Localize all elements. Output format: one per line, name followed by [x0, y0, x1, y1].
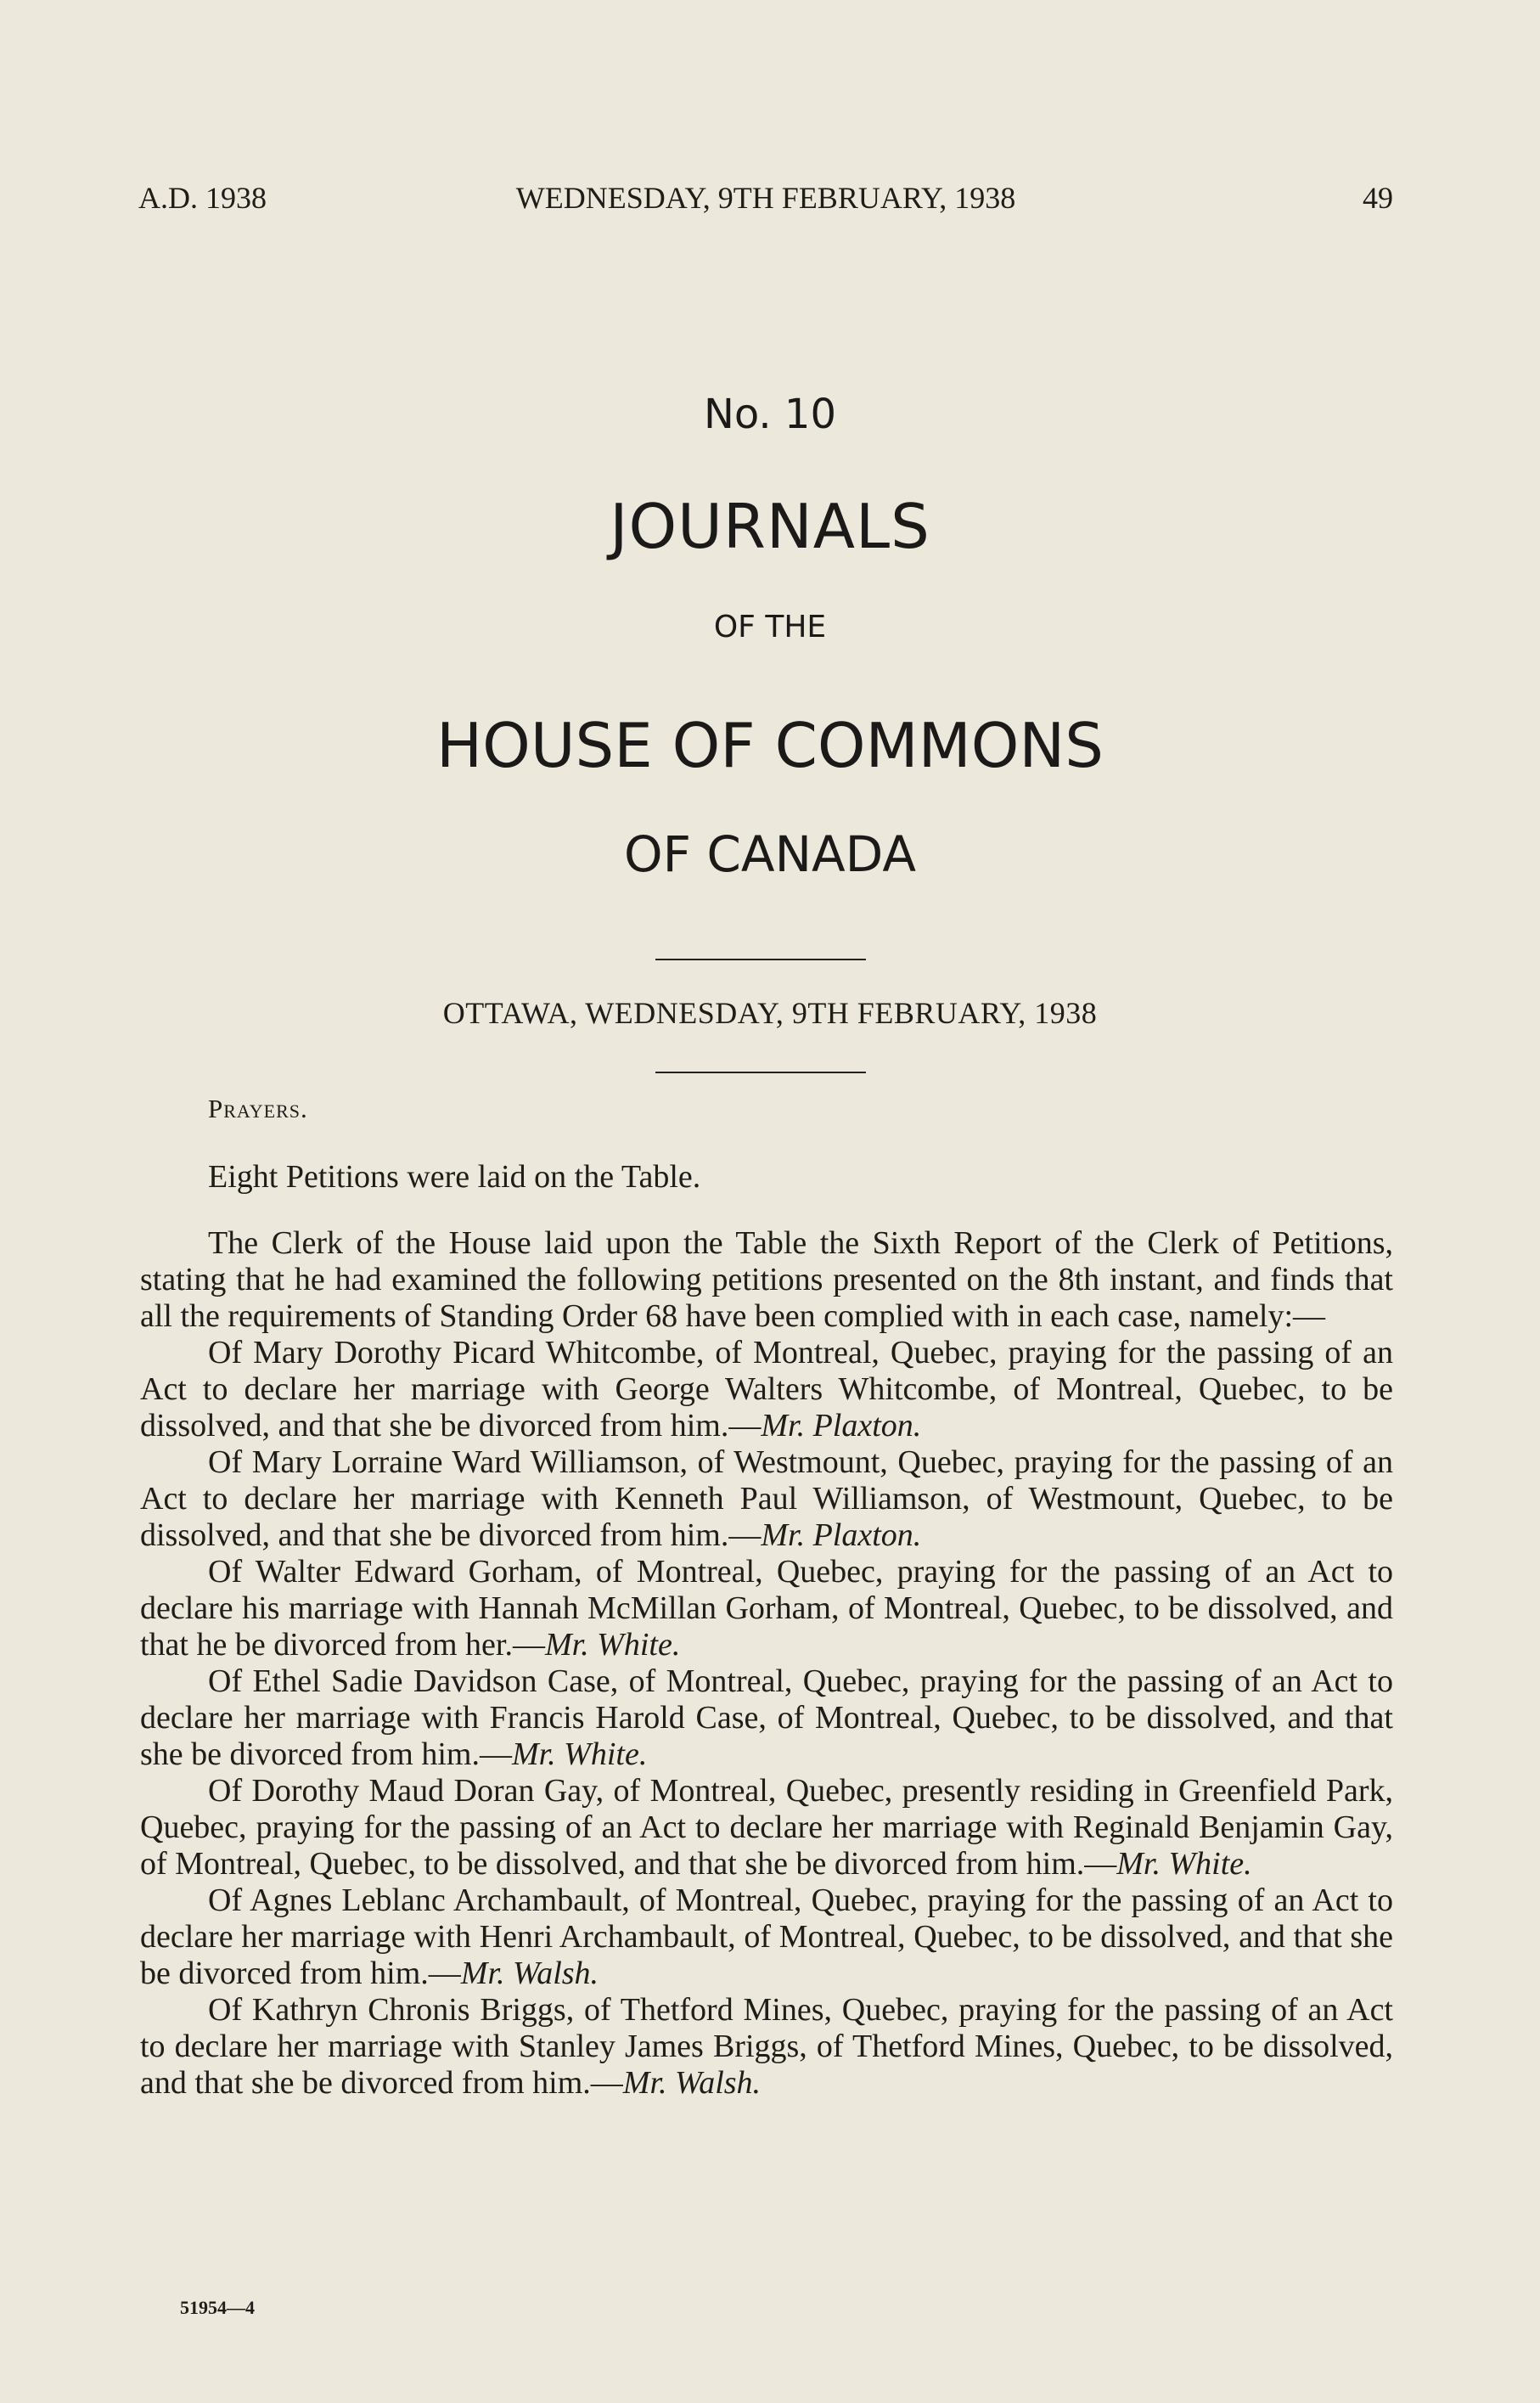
divider-rule-top: [655, 959, 866, 960]
journal-house: HOUSE OF COMMONS: [436, 710, 1104, 781]
sitting-date: OTTAWA, WEDNESDAY, 9TH FEBRUARY, 1938: [442, 996, 1098, 1030]
divider-rule-bottom: [655, 1072, 866, 1073]
journal-number: No. 10: [703, 391, 837, 438]
petition-member: Mr. Plaxton.: [761, 1517, 922, 1553]
petition-item: [140, 1992, 1393, 2102]
journal-body: [140, 1159, 1393, 2102]
petition-item: [140, 1663, 1393, 1773]
petition-item: [140, 1554, 1393, 1663]
petition-text: Of Dorothy Maud Doran Gay, of Montreal, Quebec, presently residing in Greenfield Park, Quebec, praying for the passing of an Act to declare her marriage with Reginald Benjamin Gay, of Montreal, Quebec, to be dissolved, and that she be divorced from him.—: [140, 1773, 1393, 1882]
journal-title: JOURNALS: [610, 491, 930, 562]
journal-of-the: OF THE: [713, 610, 827, 644]
petition-member: Mr. Walsh.: [622, 2065, 762, 2101]
running-header-year: A.D. 1938: [138, 181, 267, 215]
print-code: 51954—4: [180, 2297, 255, 2318]
petition-text: Of Walter Edward Gorham, of Montreal, Quebec, praying for the passing of an Act to declare his marriage with Hannah McMillan Gorham, of Montreal, Quebec, to be dissolved, and that he be divorced from her.—: [140, 1554, 1393, 1663]
petitions-laid: Eight Petitions were laid on the Table.: [208, 1159, 701, 1195]
petition-text: Of Agnes Leblanc Archambault, of Montreal, Quebec, praying for the passing of an Act to declare her marriage with Henri Archambault, of Montreal, Quebec, to be dissolved, and that she be divorced from him.—: [140, 1882, 1393, 1991]
page-number: 49: [1363, 181, 1393, 215]
running-header-date: WEDNESDAY, 9TH FEBRUARY, 1938: [515, 181, 1016, 215]
petition-text: Of Mary Dorothy Picard Whitcombe, of Montreal, Quebec, praying for the passing of an Act to declare her marriage with George Walters Whitcombe, of Montreal, Quebec, to be dissolved, and that she be divorced from him.—: [140, 1335, 1393, 1443]
running-header: [138, 180, 1393, 222]
petition-member: Mr. White.: [544, 1627, 681, 1663]
petition-member: Mr. White.: [511, 1736, 648, 1772]
petition-member: Mr. Plaxton.: [761, 1408, 922, 1443]
petition-text: Of Kathryn Chronis Briggs, of Thetford Mines, Quebec, praying for the passing of an Act to declare her marriage with Stanley James Briggs, of Thetford Mines, Quebec, to be dissolved, and that she be divorced from him.—: [140, 1992, 1393, 2101]
journal-country: OF CANADA: [623, 825, 916, 883]
petition-text: Of Ethel Sadie Davidson Case, of Montreal, Quebec, praying for the passing of an Act to declare her marriage with Francis Harold Case, of Montreal, Quebec, to be dissolved, and that she be divorced from him.—: [140, 1663, 1393, 1772]
clerk-report: The Clerk of the House laid upon the Table the Sixth Report of the Clerk of Petitions, stating that he had examined the following petitions presented on the 8th instant, and finds that all the requirements of Standing Order 68 have been complied with in each case, namely:—: [140, 1225, 1393, 1334]
prayers-heading: Prayers.: [208, 1094, 308, 1123]
petition-text: Of Mary Lorraine Ward Williamson, of Westmount, Quebec, praying for the passing of an Act to declare her marriage with Kenneth Paul Williamson, of Westmount, Quebec, to be dissolved, and that she be divorced from him.—: [140, 1444, 1393, 1553]
petition-item: [140, 1335, 1393, 1444]
petition-member: Mr. Walsh.: [460, 1956, 599, 1991]
petition-item: [140, 1444, 1393, 1554]
petition-member: Mr. White.: [1116, 1846, 1252, 1882]
petition-item: [140, 1882, 1393, 1992]
petition-item: [140, 1773, 1393, 1882]
